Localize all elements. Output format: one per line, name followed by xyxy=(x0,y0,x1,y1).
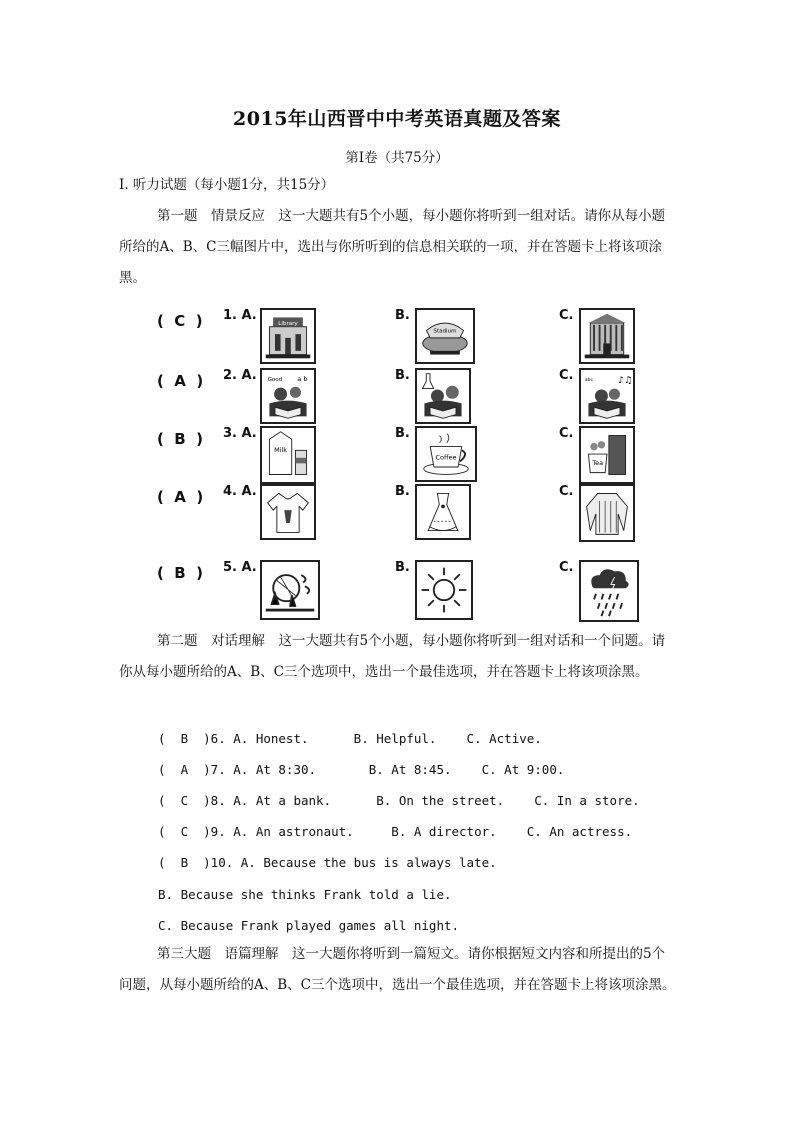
option-b-label: B. xyxy=(395,426,410,441)
option-b-label: B. xyxy=(395,308,410,323)
answer-label: ( B ) xyxy=(157,564,204,582)
part3-instruction: 第三大题 语篇理解 这一大题你将听到一篇短文。请你根据短文内容和所提出的5个问题，从每小题所给的A、B、C三个选项中，选出一个最佳选项，并在答题卡上将该项涂黑。 xyxy=(119,946,676,993)
english-word-text: Good xyxy=(267,377,283,384)
library-building-icon xyxy=(260,308,316,364)
library-sign-text: Library xyxy=(278,320,298,327)
option-b-label: B. xyxy=(395,368,410,383)
option-a-label: 4. A. xyxy=(223,484,257,499)
option-a-label: 2. A. xyxy=(223,368,257,383)
answer-label: ( A ) xyxy=(157,372,204,390)
section-heading: Ⅰ. 听力试题（每小题1分，共15分） xyxy=(119,177,335,193)
milk-label-text: Milk xyxy=(274,446,288,455)
dress-icon xyxy=(415,484,471,540)
svg-text:a b: a b xyxy=(297,375,308,384)
option-c-label: C. xyxy=(559,426,574,441)
students-english-icon xyxy=(260,368,316,424)
svg-text:♪♫: ♪♫ xyxy=(618,375,633,386)
option-b-label: B. xyxy=(395,484,410,499)
tea-label-text: Tea xyxy=(592,459,604,468)
page-title: 2015年山西晋中中考英语真题及答案 xyxy=(233,108,561,130)
sunny-weather-icon xyxy=(415,560,473,620)
coffee-label-text: Coffee xyxy=(435,453,457,462)
option-c-label: C. xyxy=(559,308,574,323)
question-10-option-c: C. Because Frank played games all night. xyxy=(158,918,460,933)
question-10-option-b: B. Because she thinks Frank told a lie. xyxy=(158,887,452,902)
option-a-label: 5. A. xyxy=(223,560,257,575)
question-6: ( B )6. A. Honest. B. Helpful. C. Active. xyxy=(158,731,542,746)
picture-question-row xyxy=(157,556,649,618)
coffee-cup-icon xyxy=(415,426,477,482)
picture-questions-figure xyxy=(157,302,649,620)
question-9: ( C )9. A. An astronaut. B. A director. C. An actress. xyxy=(158,824,633,839)
question-7: ( A )7. A. At 8:30. B. At 8:45. C. At 9:00. xyxy=(158,762,565,777)
option-c-label: C. xyxy=(559,560,574,575)
option-c-label: C. xyxy=(559,484,574,499)
answer-label: ( C ) xyxy=(157,312,203,330)
option-a-label: 3. A. xyxy=(223,426,257,441)
music-sign-text: abc xyxy=(584,378,594,384)
stadium-icon xyxy=(415,308,475,364)
page-subtitle: 第Ⅰ卷（共75分） xyxy=(345,150,449,166)
option-c-label: C. xyxy=(559,368,574,383)
windy-weather-icon xyxy=(260,560,320,620)
stadium-sign-text: Stadium xyxy=(433,328,457,335)
question-8: ( C )8. A. At a bank. B. On the street. C. In a store. xyxy=(158,793,640,808)
picture-question-row xyxy=(157,422,649,484)
part1-instruction: 第一题 情景反应 这一大题共有5个小题，每小题你将听到一组对话。请你从每小题所给的A、B、C三幅图片中，选出与你所听到的信息相关联的一项，并在答题卡上将该项涂黑。 xyxy=(119,208,666,286)
option-a-label: 1. A. xyxy=(223,308,257,323)
part2-instruction: 第二题 对话理解 这一大题共有5个小题，每小题你将听到一组对话和一个问题。请你从每小题所给的A、B、C三个选项中，选出一个最佳选项，并在答题卡上将该项涂黑。 xyxy=(119,633,666,680)
question-10: ( B )10. A. Because the bus is always late. xyxy=(158,855,497,870)
theatre-building-icon xyxy=(579,308,635,364)
sweater-icon xyxy=(579,484,635,542)
picture-question-row xyxy=(157,364,649,426)
answer-label: ( A ) xyxy=(157,488,204,506)
option-b-label: B. xyxy=(395,560,410,575)
rainy-weather-icon xyxy=(579,560,639,622)
picture-question-row xyxy=(157,480,649,542)
milk-carton-icon xyxy=(260,426,316,484)
tshirt-icon xyxy=(260,484,316,540)
picture-question-row xyxy=(157,304,649,366)
answer-label: ( B ) xyxy=(157,430,204,448)
students-chemistry-icon xyxy=(415,368,471,424)
tea-box-icon xyxy=(579,426,635,484)
students-music-icon xyxy=(579,368,635,424)
